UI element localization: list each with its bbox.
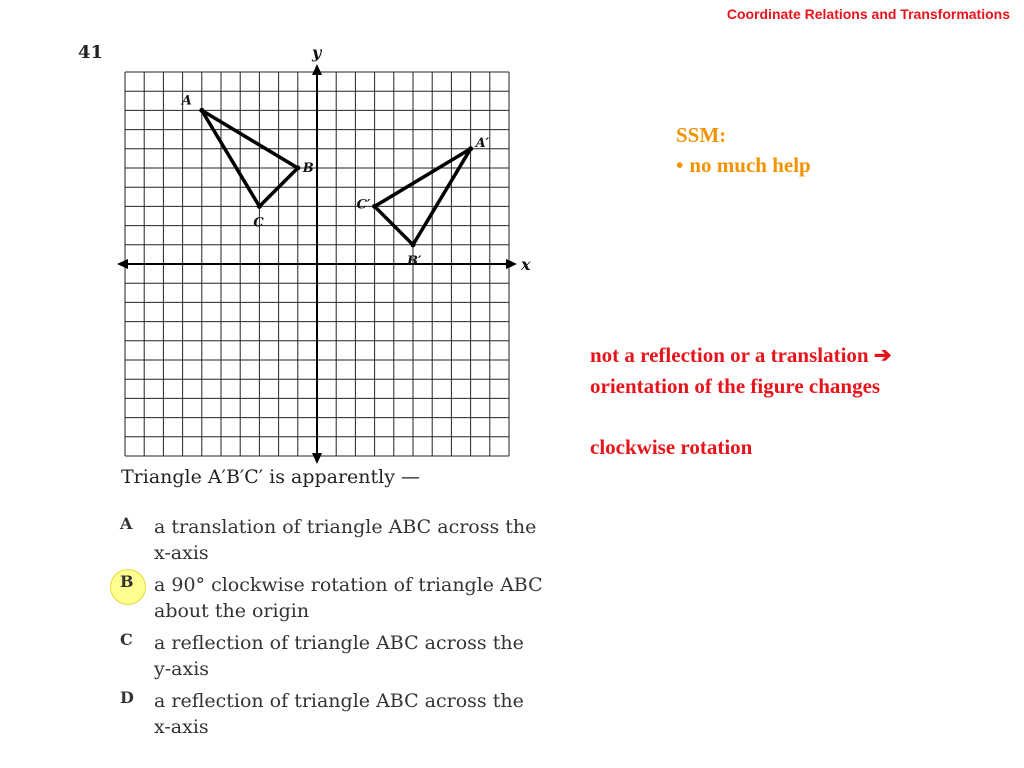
note-line-2: orientation of the figure changes [590, 374, 881, 398]
vertex-label: C′ [356, 197, 371, 213]
option-letter: B [120, 572, 134, 591]
vertex-point [411, 242, 416, 247]
option-a-line1: a translation of triangle ABC across the [154, 516, 537, 538]
vertex-label: A [181, 93, 192, 109]
ssm-title: SSM: [676, 123, 727, 147]
vertex-point [199, 108, 204, 113]
vertex-point [372, 204, 377, 209]
ssm-bullet [676, 150, 811, 180]
y-axis-label: y [312, 43, 322, 62]
option-a-line2: x-axis [154, 542, 209, 564]
triangle-prime [375, 149, 471, 245]
option-d-line2: x-axis [154, 716, 209, 738]
option-c-line1: a reflection of triangle ABC across the [154, 632, 524, 654]
vertex-point [295, 166, 300, 171]
vertex-label: B [302, 161, 314, 176]
vertex-point [468, 146, 473, 151]
option-letter: D [120, 688, 134, 707]
slide-title: Coordinate Relations and Transformations [726, 6, 1010, 22]
question-number: 41 [78, 42, 104, 63]
option-b-line2: about the origin [154, 600, 310, 622]
vertex-label: A′ [475, 135, 490, 151]
option-d-line1: a reflection of triangle ABC across the [154, 690, 524, 712]
y-axis-arrow-up-icon [312, 64, 322, 75]
note-line-3: clockwise rotation [590, 435, 753, 459]
ssm-note [676, 120, 811, 180]
ssm-bullet-text: no much help [689, 153, 811, 177]
coordinate-grid [0, 0, 600, 470]
bullet-icon: • [676, 153, 684, 177]
option-letter: C [120, 630, 133, 649]
x-axis-arrow-right-icon [506, 259, 517, 269]
vertex-point [257, 204, 262, 209]
note-line-1: not a reflection or a translation ➔ [590, 343, 892, 367]
vertex-label: B′ [407, 253, 422, 269]
option-b-line1: a 90° clockwise rotation of triangle ABC [154, 574, 543, 596]
option-c-line2: y-axis [154, 658, 210, 680]
option-letter: A [120, 514, 133, 533]
vertex-label: C [253, 215, 264, 231]
x-axis-arrow-left-icon [117, 259, 128, 269]
y-axis-arrow-down-icon [312, 453, 322, 464]
question-stem: Triangle A′B′C′ is apparently — [121, 466, 421, 488]
x-axis-label: x [521, 255, 531, 274]
triangle-abc [202, 110, 298, 206]
